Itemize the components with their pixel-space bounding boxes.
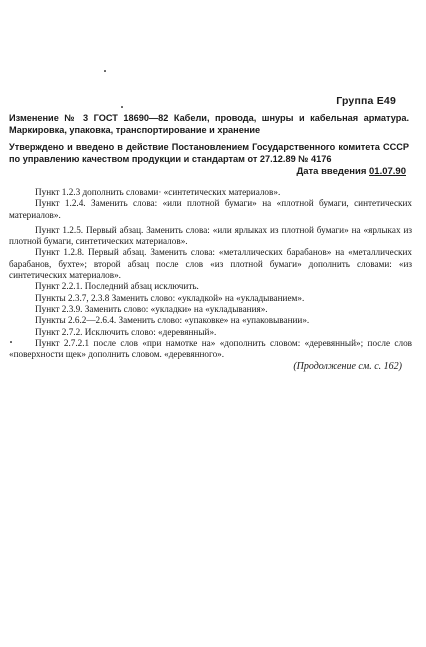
scan-speck xyxy=(104,70,106,72)
paragraph: Пункт 1.2.3 дополнить словами· «синтетических материалов». xyxy=(35,187,281,197)
paragraph: Пункт 2.7.2. Исключить слово: «деревянный». xyxy=(35,326,217,337)
paragraph: Пункт 1.2.5. Первый абзац. Заменить слова: «или ярлыках из плотной бумаги» на «ярлыках из плотной бумаги, синтетических материалов». xyxy=(9,224,412,247)
paragraph: Пункт 1.2.8. Первый абзац. Заменить слова: «металлических барабанов» на «металлических барабанов, бухте»; второй абзац после слов «из плотной бумаги» дополнить словами: «из синтетических материалов». xyxy=(9,247,412,281)
group-label: Группа Е49 xyxy=(336,95,396,107)
effective-date-label: Дата введения xyxy=(296,166,367,177)
effective-date xyxy=(296,166,406,177)
scan-speck xyxy=(10,341,12,343)
effective-date-value: 01.07.90 xyxy=(369,166,406,177)
amendment-title: Изменение № 3 ГОСТ 18690—82 Кабели, провода, шнуры и кабельная арматура. Маркировка, упаковка, транспортирование и хранение xyxy=(9,113,409,135)
amendment-body xyxy=(9,187,412,360)
paragraph: Пункт 2.7.2.1 после слов «при намотке на» «дополнить словом: «деревянный»; после слов «поверхности щек» дополнить словом. «деревянного». xyxy=(9,337,412,360)
paragraph: Пункты 2.3.7, 2.3.8 Заменить слово: «укладкой» на «укладыванием». xyxy=(35,292,305,303)
paragraph: Пункт 2.2.1. Последний абзац исключить. xyxy=(35,281,199,292)
paragraph: Пункт 2.3.9. Заменить слово: «укладки» на «укладывания». xyxy=(35,303,268,314)
scan-speck xyxy=(121,106,123,108)
paragraph: Пункт 1.2.4. Заменить слова: «или плотной бумаги» на «плотной бумаги, синтетических материалов». xyxy=(9,198,412,220)
approval-statement: Утверждено и введено в действие Постановлением Государственного комитета СССР по управлению качеством продукции и стандартам от 27.12.89 № 4176 xyxy=(9,142,409,164)
continuation-note: (Продолжение см. с. 162) xyxy=(293,361,402,372)
paragraph: Пункты 2.6.2—2.6.4. Заменить слово: «упаковке» на «упаковывании». xyxy=(35,315,310,326)
